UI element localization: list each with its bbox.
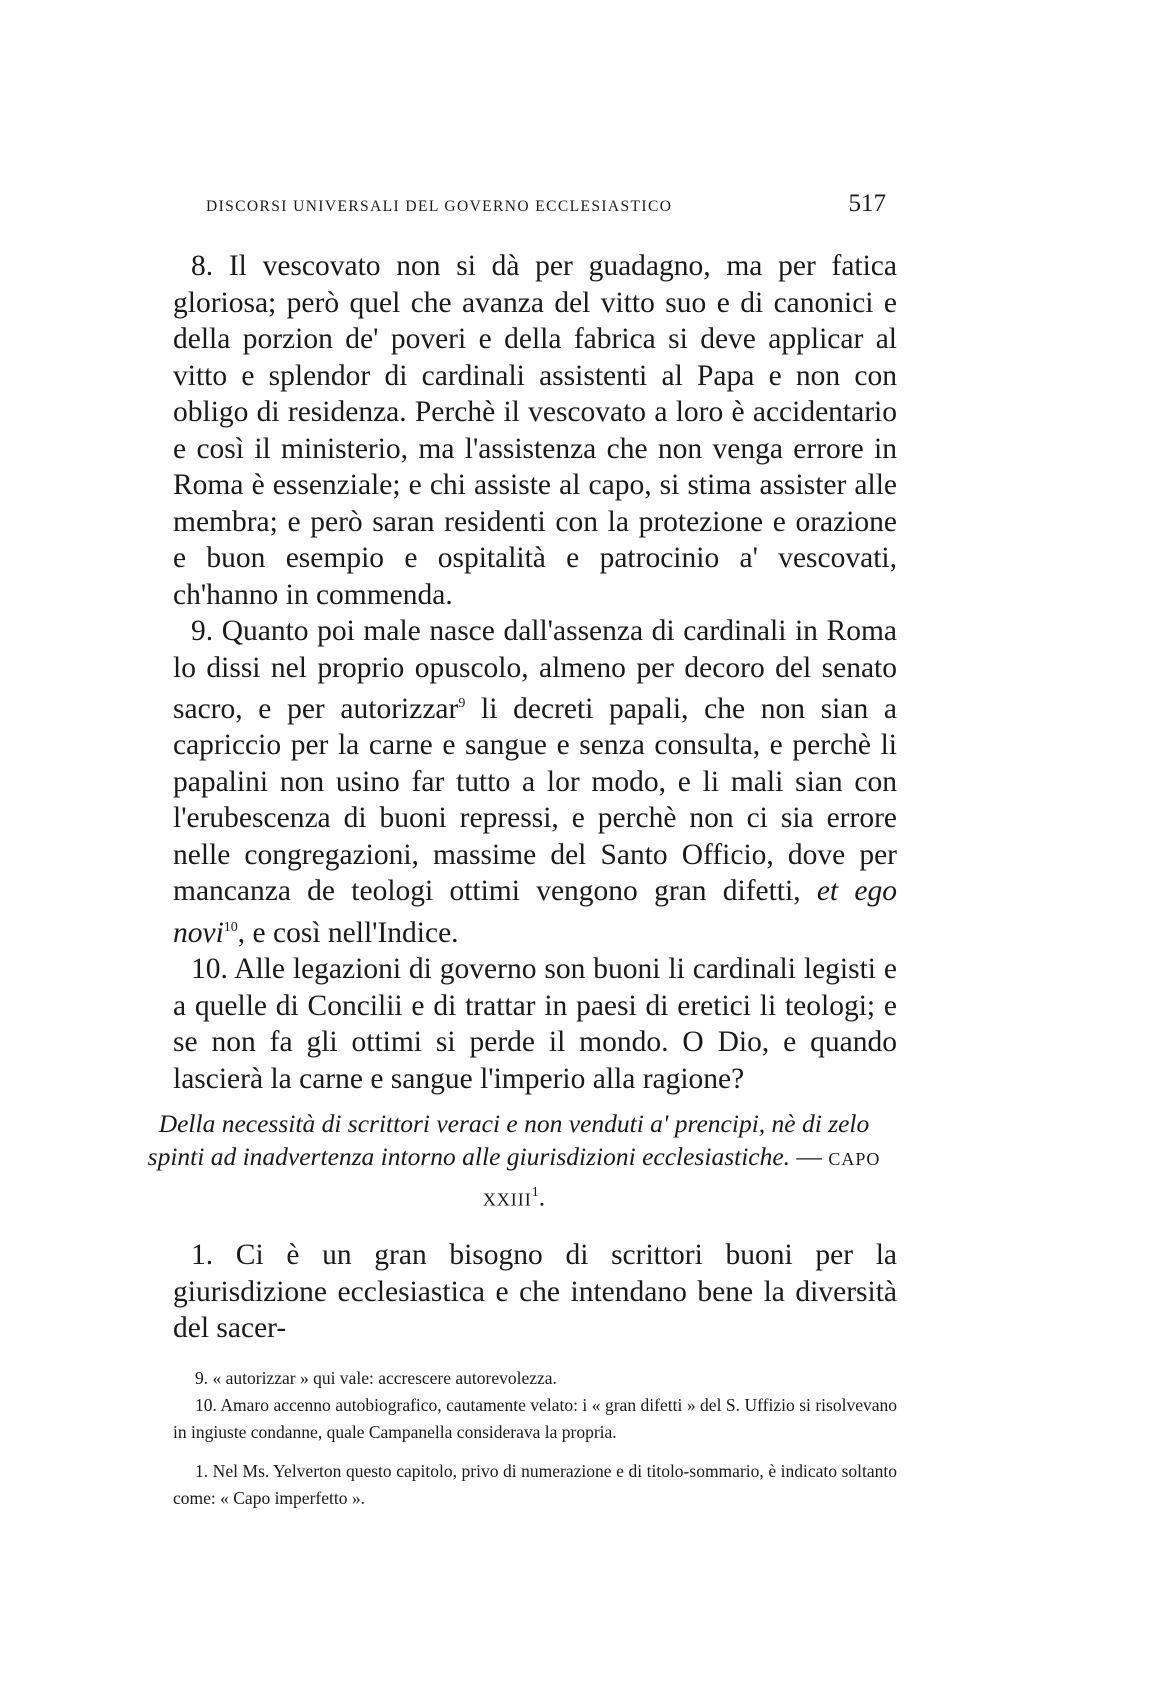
paragraph-9-part-c: , e così nell'Indice. bbox=[237, 916, 459, 949]
chapter-heading bbox=[131, 1107, 897, 1217]
paragraph-9-part-a: 9. Quanto poi male nasce dall'assenza di cardinali in Roma lo dissi nel proprio opuscolo, almeno per decoro del senato sacro, e per autorizzar bbox=[173, 615, 897, 725]
main-text bbox=[173, 248, 897, 1097]
footnote-9: 9. « autorizzar » qui vale: accrescere autorevolezza. bbox=[195, 1368, 557, 1388]
running-title: DISCORSI UNIVERSALI DEL GOVERNO ECCLESIASTICO bbox=[206, 198, 673, 215]
paragraph-8: 8. Il vescovato non si dà per guadagno, ma per fatica gloriosa; però quel che avanza del vitto suo e di canonici e della porzion de' poveri e della fabrica si deve applicar al vitto e splendor di cardinali assistenti al Papa e non con obligo di residenza. Perchè il vescovato a loro è accidentario e così il ministerio, ma l'assistenza che non venga errore in Roma è essenziale; e chi assiste al capo, si stima assister alle membra; e però saran residenti con la protezione e orazione e buon esempio e ospitalità e patrocinio a' vescovati, ch'hanno in commenda. bbox=[173, 250, 897, 611]
footnote-ref-9: 9 bbox=[458, 696, 466, 711]
chapter-paragraph-1: 1. Ci è un gran bisogno di scrittori buoni per la giurisdizione ecclesiastica e che intendano bene la diversità del sacer- bbox=[173, 1239, 897, 1344]
page-number: 517 bbox=[848, 190, 886, 217]
footnote-separator bbox=[173, 1446, 897, 1458]
paragraph-9-part-b: li decreti papali, che non sian a capriccio per la carne e sangue e senza consulta, e perchè li papalini non usino far tutto a lor modo, e li mali sian con l'erubescenza di buoni repressi, e perchè non ci sia errore nelle congregazioni, massime del Santo Officio, dove per mancanza de teologi ottimi vengono gran difetti, bbox=[173, 692, 897, 908]
footnote-10: 10. Amaro accenno autobiografico, cautamente velato: i « gran difetti » del S. Uffizio si risolvevano in ingiuste condanne, quale Campanella considerava la propria. bbox=[173, 1395, 897, 1442]
paragraph-9-italic: et ego novi bbox=[173, 875, 897, 949]
footnote-ref-10: 10 bbox=[223, 919, 238, 935]
paragraph-10: 10. Alle legazioni di governo son buoni li cardinali legisti e a quelle di Concilii e di trattar in paesi di eretici li teologi; e se non fa gli ottimi si perde il mondo. O Dio, e quando lascierà la carne e sangue l'imperio alla ragione? bbox=[173, 953, 897, 1095]
chapter-dash: — bbox=[790, 1142, 829, 1171]
running-head bbox=[206, 190, 886, 218]
chapter-text bbox=[173, 1237, 897, 1347]
chapter-end: . bbox=[538, 1182, 546, 1212]
chapter-number: CAPO XXIII bbox=[482, 1149, 881, 1210]
paragraph-9 bbox=[173, 613, 897, 951]
footnote-ref-1: 1 bbox=[531, 1185, 539, 1200]
chapter-title: Della necessità di scrittori veraci e non venduti a' prencipi, nè di zelo spinti ad inadvertenza intorno alle giurisdizioni ecclesiastiche. bbox=[147, 1109, 870, 1171]
footnote-1: 1. Nel Ms. Yelverton questo capitolo, privo di numerazione e di titolo-sommario, è indicato soltanto come: « Capo imperfetto ». bbox=[173, 1461, 897, 1508]
footnotes bbox=[173, 1365, 897, 1512]
